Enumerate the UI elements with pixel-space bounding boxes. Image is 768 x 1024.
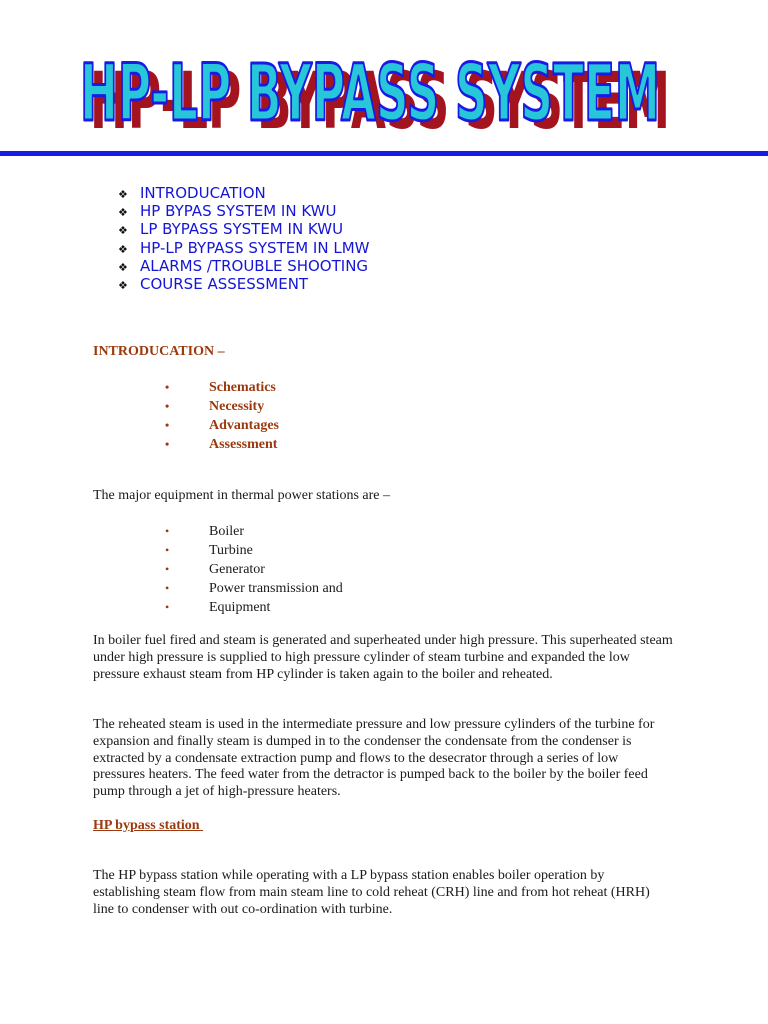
- title-text: HP-LP BYPASS SYSTEM: [80, 49, 660, 139]
- introduction-list: [165, 378, 280, 454]
- bullet-icon: •: [165, 581, 170, 595]
- list-item: • Equipment: [165, 600, 271, 615]
- list-item: • Boiler: [165, 524, 244, 539]
- list-item: • Schematics: [165, 380, 276, 395]
- list-item: • Necessity: [165, 399, 265, 414]
- list-item: • Power transmission and: [165, 581, 343, 596]
- list-item: • Turbine: [165, 543, 253, 558]
- bullet-icon: •: [165, 399, 170, 413]
- bullet-icon: •: [165, 437, 170, 451]
- table-of-contents: [118, 184, 369, 293]
- title-divider: [0, 151, 768, 156]
- toc-item: ❖ ALARMS /TROUBLE SHOOTING: [118, 257, 369, 275]
- toc-item: ❖ LP BYPASS SYSTEM IN KWU: [118, 220, 369, 238]
- list-item: • Advantages: [165, 418, 280, 433]
- diamond-bullet-icon: ❖: [118, 188, 128, 201]
- bullet-icon: •: [165, 543, 170, 557]
- bullet-icon: •: [165, 562, 170, 576]
- toc-item: ❖ INTRODUCATION: [118, 184, 369, 202]
- body-paragraph-boiler: In boiler fuel fired and steam is generated and superheated under high pressure. This superheated steam under high pressure is supplied to high pressure cylinder of steam turbine and expanded the low pressure exhaust steam from HP cylinder is taken again to the boiler and reheated.: [93, 633, 673, 682]
- equipment-list: [165, 522, 343, 617]
- diamond-bullet-icon: ❖: [118, 206, 128, 220]
- title-banner: [74, 36, 674, 140]
- diamond-bullet-icon: ❖: [118, 278, 128, 292]
- hp-bypass-heading: HP bypass station: [93, 818, 204, 833]
- bullet-icon: •: [165, 380, 170, 394]
- bullet-icon: •: [165, 600, 170, 614]
- diamond-bullet-icon: ❖: [118, 260, 128, 274]
- toc-item: ❖ HP-LP BYPASS SYSTEM IN LMW: [118, 239, 369, 257]
- diamond-bullet-icon: ❖: [118, 242, 128, 256]
- body-paragraph-hp-bypass: The HP bypass station while operating with a LP bypass station enables boiler operation by establishing steam flow from main steam line to cold reheat (CRH) line and from hot reheat (HRH) line to condenser with out co-ordination with turbine.: [93, 868, 650, 917]
- bullet-icon: •: [165, 418, 170, 432]
- title-shadow: HP-LP BYPASS SYSTEM: [90, 57, 670, 140]
- list-item: • Assessment: [165, 437, 278, 452]
- toc-item: ❖ HP BYPAS SYSTEM IN KWU: [118, 202, 369, 220]
- title-wordart: [74, 36, 674, 140]
- introduction-heading: INTRODUCATION –: [93, 344, 225, 359]
- body-paragraph-reheat: The reheated steam is used in the intermediate pressure and low pressure cylinders of the turbine for expansion and finally steam is dumped in to the condenser the condensate from the condenser is extracted by a condensate extraction pump and flows to the desecrator through a series of low pressures heaters. The feed water from the detractor is pumped back to the boiler by the boiler feed pump through a jet of high-pressure heaters.: [93, 717, 655, 800]
- toc-item: ❖ COURSE ASSESSMENT: [118, 275, 369, 293]
- list-item: • Generator: [165, 562, 265, 577]
- bullet-icon: •: [165, 524, 170, 538]
- major-equipment-intro: The major equipment in thermal power stations are –: [93, 488, 391, 503]
- diamond-bullet-icon: ❖: [118, 224, 128, 238]
